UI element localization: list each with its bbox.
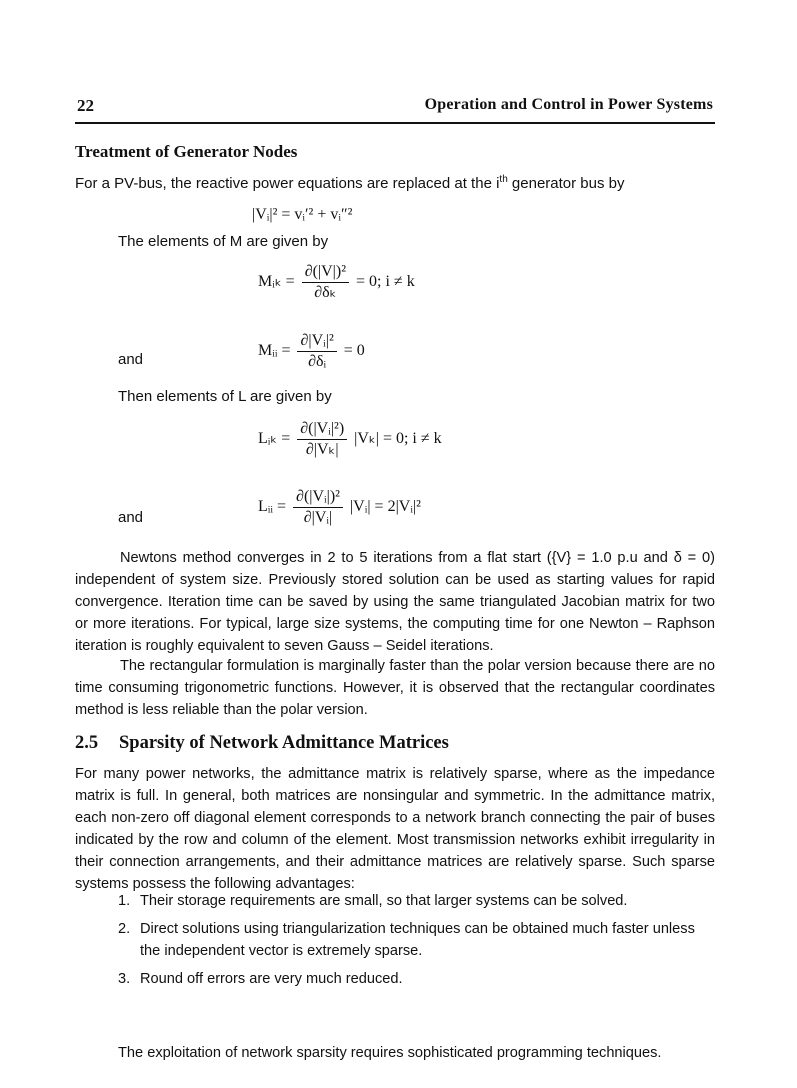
page-header (75, 96, 715, 124)
page-number: 22 (77, 96, 94, 115)
equation-mii: Mᵢᵢ = $\frac{\text{∂|Vᵢ|²}}{\text{∂δᵢ}}$ = 0 (258, 332, 365, 370)
list-item: 1. Their storage requirements are small, so that larger systems can be solved. (118, 893, 628, 909)
section-number: 2.5 (75, 733, 99, 753)
pv-bus-intro: For a PV-bus, the reactive power equations are replaced at the $i^{th}$ generator bus by (75, 174, 625, 192)
advantages-list (118, 890, 715, 996)
equation-lik: Lᵢₖ = $\frac{\text{∂(|Vᵢ|²)}}{\text{∂|Vₖ|}}$ |Vₖ| = 0; i ≠ k (258, 420, 442, 458)
and-label-2: and (118, 509, 144, 526)
l-elements-intro: Then elements of L are given by (118, 388, 332, 405)
admittance-sparsity-paragraph: For many power networks, the admittance matrix is relatively sparse, where as the impedance matrix is full. In general, both matrices are nonsingular and symmetric. In the admittance matrix, each non-zero off diagonal element corresponds to a network branch connecting the pair of buses indicated by the row and column of the element. Most transmission networks exhibit irregularity in their connection arrangements, and their admittance matrices are relatively sparse. Such sparse systems possess the following advantages: (75, 766, 715, 892)
equation-mik: Mᵢₖ = $\frac{\text{∂(|V|)²}}{\text{∂δₖ}}$ = 0; i ≠ k (258, 263, 415, 301)
sparsity-section-heading (75, 733, 449, 754)
newton-convergence-paragraph: Newtons method converges in 2 to 5 iterations from a flat start ({V} = 1.0 p.u and δ = 0) independent of system size. Previously stored solution can be used as starting values for rapid convergence. Iteration time can be saved by using the same triangulated Jacobian matrix for two or more iterations. For typical, large size systems, the computing time for one Newton – Raphson iteration is roughly equivalent to seven Gauss – Seidel iterations. (75, 550, 715, 654)
equation-lii: Lᵢᵢ = $\frac{\text{∂(|Vᵢ|)²}}{\text{∂|Vᵢ|}}$ |Vᵢ| = 2|Vᵢ|² (258, 488, 421, 526)
m-elements-intro: The elements of M are given by (118, 233, 329, 250)
equation-voltage-magnitude: |Vᵢ|² = vᵢ′² + vᵢ″² (252, 206, 353, 223)
list-item: 2. Direct solutions using triangularization techniques can be obtained much faster unless the independent vector is extremely sparse. (118, 921, 695, 959)
closing-sentence: The exploitation of network sparsity requires sophisticated programming techniques. (118, 1045, 662, 1061)
running-title: Operation and Control in Power Systems (424, 96, 713, 113)
section-title: Sparsity of Network Admittance Matrices (119, 733, 449, 753)
generator-nodes-heading: Treatment of Generator Nodes (75, 142, 298, 161)
list-item: 3. Round off errors are very much reduced. (118, 971, 403, 987)
and-label-1: and (118, 351, 144, 368)
rectangular-formulation-paragraph: The rectangular formulation is marginally faster than the polar version because there are no time consuming trigonometric functions. However, it is observed that the rectangular coordinates method is less reliable than the polar version. (75, 658, 715, 718)
